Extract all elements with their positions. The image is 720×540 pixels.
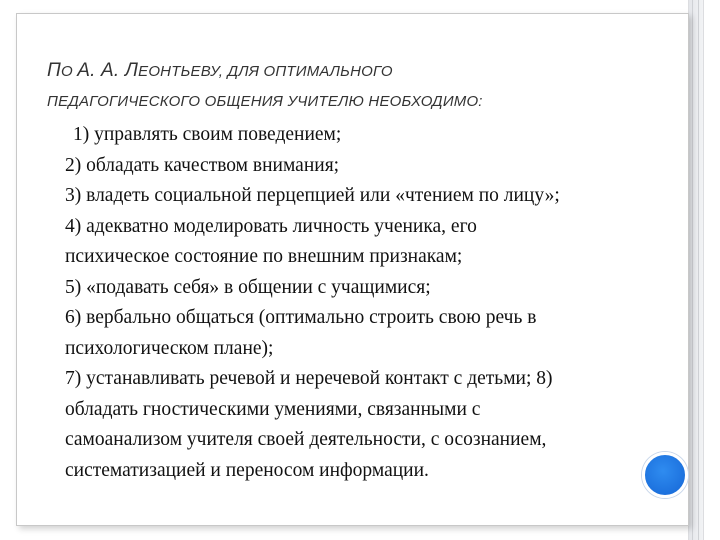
title-line-1 [47, 60, 393, 81]
title-part: П [47, 60, 61, 81]
slide-title [47, 56, 667, 117]
list-item: психическое состояние по внешним признакам; [65, 246, 463, 267]
title-part: ЕОНТЬЕВУ, ДЛЯ ОПТИМАЛЬНОГО [138, 63, 393, 80]
list-item: 4) адекватно моделировать личность ученика, его [65, 215, 477, 237]
list-item: 6) вербально общаться (оптимально строить свою речь в [65, 307, 537, 328]
list-item: 3) владеть социальной перцепцией или «чтением по лицу»; [65, 185, 560, 206]
title-part: О [60, 63, 78, 80]
list-item: 7) устанавливать речевой и неречевой контакт с детьми; 8) [65, 368, 553, 389]
list-item: обладать гностическими умениями, связанными с [65, 398, 481, 420]
decorative-side-band [688, 0, 704, 540]
list-item: 2) обладать качеством внимания; [65, 154, 340, 176]
list-item: психологическом плане); [65, 337, 274, 359]
list-item: самоанализом учителя своей деятельности, с осознанием, [65, 429, 547, 450]
title-line-2: ПЕДАГОГИЧЕСКОГО ОБЩЕНИЯ УЧИТЕЛЮ НЕОБХОДИМО: [47, 93, 483, 110]
list-item: 1) управлять своим поведением; [73, 124, 342, 145]
title-part: А. А. Л [77, 60, 139, 81]
decorative-circle-icon [642, 452, 688, 498]
slide-body [65, 120, 680, 486]
list-item: систематизацией и переносом информации. [65, 459, 429, 481]
list-item: 5) «подавать себя» в общении с учащимися; [65, 276, 431, 298]
